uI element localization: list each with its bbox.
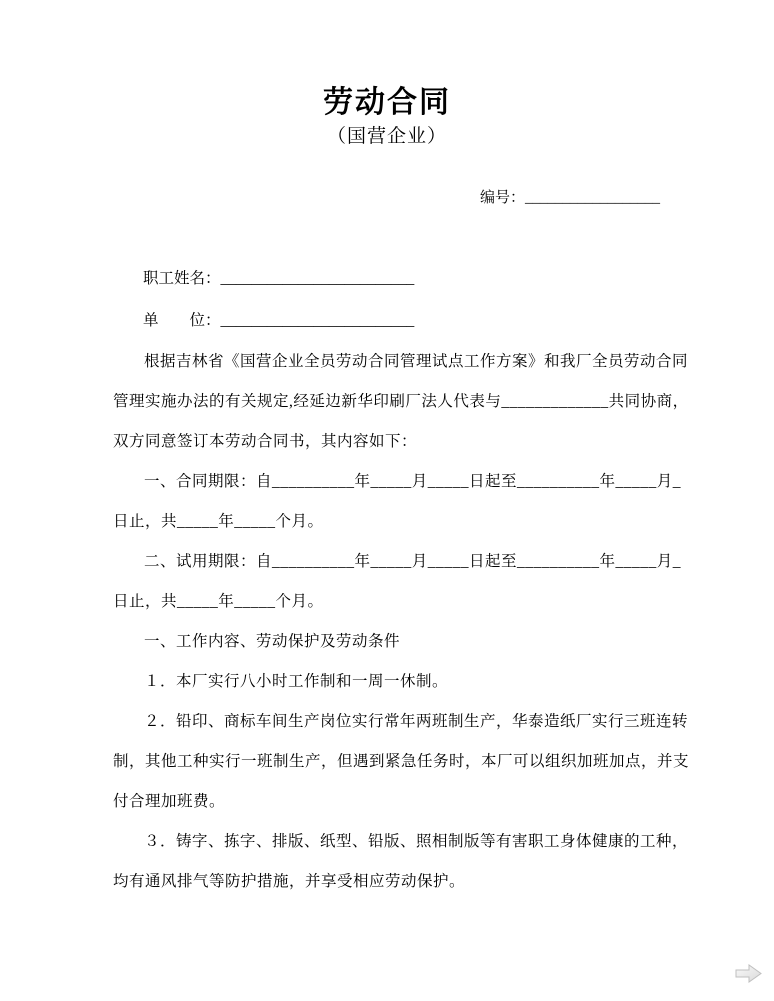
contract-body bbox=[113, 342, 690, 902]
document-title: 劳动合同 bbox=[323, 86, 451, 119]
body-line: 制，其他工种实行一班制生产，但遇到紧急任务时，本厂可以组织加班加点，并支 bbox=[113, 753, 690, 770]
work-unit-label: 单 位： bbox=[143, 312, 221, 329]
body-line: 二、试用期限：自__________年_____月_____日起至__________年_____月_ bbox=[144, 553, 682, 570]
body-line: 一、合同期限：自__________年_____月_____日起至__________年_____月_ bbox=[144, 473, 682, 490]
body-line: 一、工作内容、劳动保护及劳动条件 bbox=[144, 633, 401, 650]
employee-name-label: 职工姓名： bbox=[143, 270, 221, 287]
body-line: 均有通风排气等防护措施，并享受相应劳动保护。 bbox=[113, 873, 466, 890]
body-line: 日止，共_____年_____个月。 bbox=[113, 513, 324, 530]
employee-name-row bbox=[143, 258, 774, 300]
body-line: ３．铸字、拣字、排版、纸型、铅版、照相制版等有害职工身体健康的工种， bbox=[144, 833, 689, 850]
number-blank-field: __________________ bbox=[525, 190, 660, 206]
work-unit-row bbox=[143, 300, 774, 342]
body-line: 管理实施办法的有关规定,经延边新华印刷厂法人代表与_____________共同协商， bbox=[113, 393, 689, 410]
work-unit-blank-field: _________________________ bbox=[220, 312, 415, 329]
body-line: 日止，共_____年_____个月。 bbox=[113, 593, 324, 610]
body-line: 根据吉林省《国营企业全员劳动合同管理试点工作方案》和我厂全员劳动合同 bbox=[144, 353, 689, 370]
body-line: 付合理加班费。 bbox=[113, 793, 226, 810]
body-line: ２．铅印、商标车间生产岗位实行常年两班制生产，华泰造纸厂实行三班连转 bbox=[144, 713, 689, 730]
page-forward-arrow-icon[interactable] bbox=[735, 963, 762, 984]
number-row bbox=[0, 188, 774, 208]
header-fields bbox=[143, 258, 774, 342]
number-label: 编号： bbox=[479, 190, 525, 206]
employee-name-blank-field: _________________________ bbox=[220, 270, 415, 287]
document-subtitle: （国营企业） bbox=[326, 126, 447, 147]
body-line: 双方同意签订本劳动合同书，其内容如下： bbox=[113, 433, 418, 450]
body-line: １．本厂实行八小时工作制和一周一休制。 bbox=[144, 673, 449, 690]
